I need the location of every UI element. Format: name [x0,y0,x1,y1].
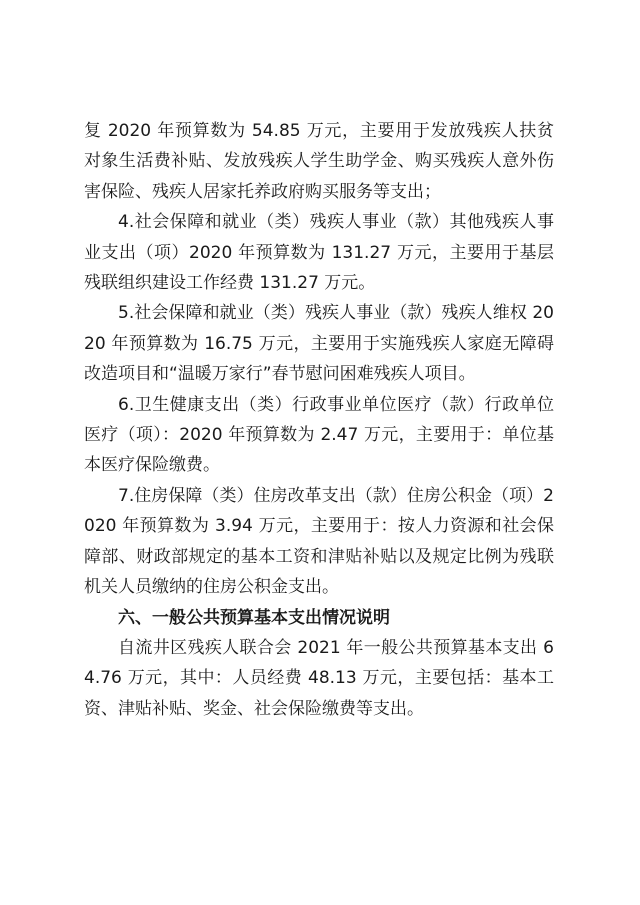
paragraph-continuation: 复 2020 年预算数为 54.85 万元，主要用于发放残疾人扶贫对象生活费补贴、发放残疾人学生助学金、购买残疾人意外伤害保险、残疾人居家托养政府购买服务等支出； [84,121,554,202]
paragraph-item-4: 4.社会保障和就业（类）残疾人事业（款）其他残疾人事业支出（项）2020 年预算数为 131.27 万元，主要用于基层残联组织建设工作经费 131.27 万元。 [84,212,554,294]
paragraph-item-6: 6.卫生健康支出（类）行政事业单位医疗（款）行政单位医疗（项）：2020 年预算数为 2.47 万元，主要用于：单位基本医疗保险缴费。 [84,394,554,476]
paragraph-section-body: 自流井区残疾人联合会 2021 年一般公共预算基本支出 64.76 万元，其中：人员经费 48.13 万元，主要包括：基本工资、津贴补贴、奖金、社会保险缴费等支出。 [84,637,554,719]
section-heading: 六、一般公共预算基本支出情况说明 [118,607,390,628]
paragraph-item-7: 7.住房保障（类）住房改革支出（款）住房公积金（项）2020 年预算数为 3.94 万元，主要用于：按人力资源和社会保障部、财政部规定的基本工资和津贴补贴以及规定比例为残联机关人员缴纳的住房公积金支出。 [84,485,554,598]
paragraph-item-5: 5.社会保障和就业（类）残疾人事业（款）残疾人维权 2020 年预算数为 16.75 万元，主要用于实施残疾人家庭无障碍改造项目和“温暖万家行”春节慰问困难残疾人项目。 [84,303,554,385]
document-body [84,116,554,724]
